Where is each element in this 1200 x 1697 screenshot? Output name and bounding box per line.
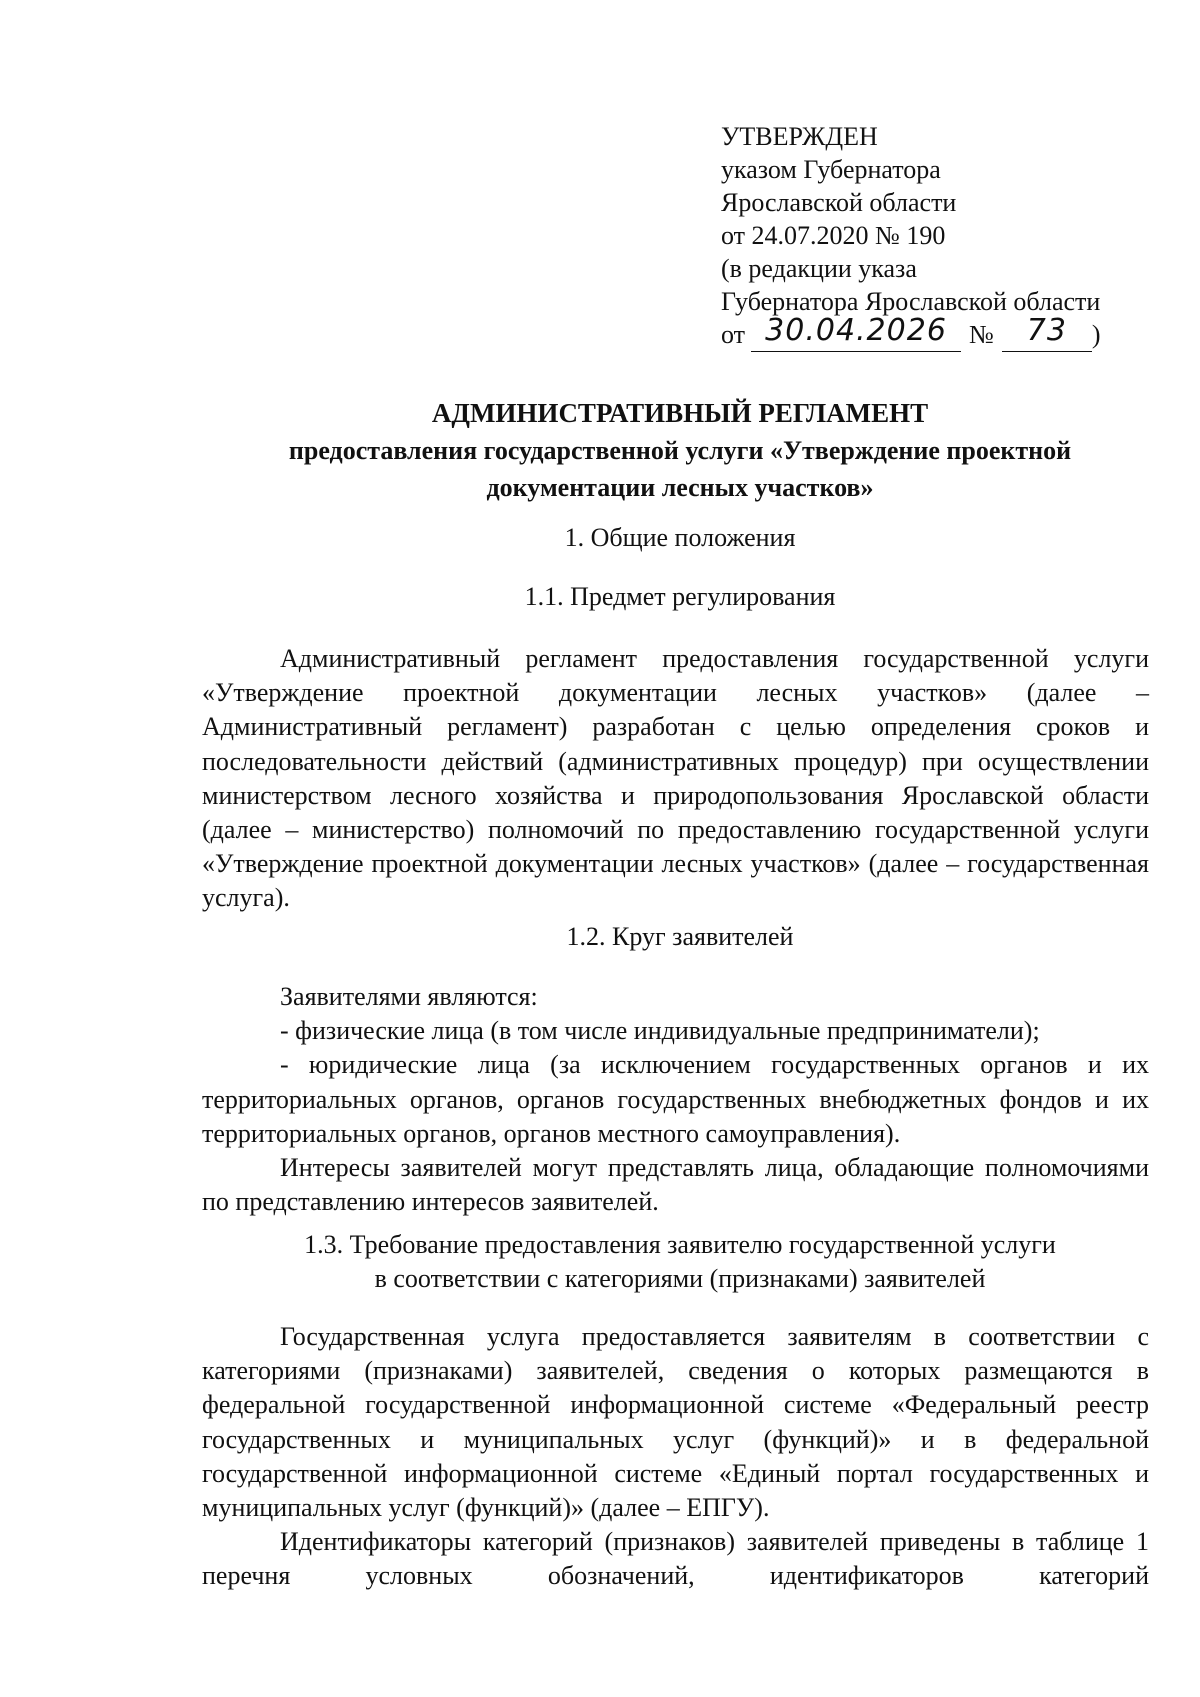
section-1-2-paragraph: Интересы заявителей могут представлять лица, обладающие полномочиями по представлению интересов заявителей.: [202, 1153, 1149, 1217]
section-1-1-paragraph: Административный регламент предоставления государственной услуги «Утверждение проектной документации лесных участков» (далее – Административный регламент) разработан с целью определения сроков и последовательности действий (административных процедур) при осуществлении министерством лесного хозяйства и природопользования Ярославской области (далее – министерство) полномочий по предоставлению государственной услуги «Утверждение проектной документации лесных участков» (далее – государственная услуга).: [202, 644, 1149, 913]
title-line-3: документации лесных участков»: [486, 473, 874, 502]
section-1-2-item-2: - юридические лица (за исключением государственных органов и их территориальных органов, органов государственных внебюджетных фондов и их территориальных органов, органов местного самоуправления).: [202, 1050, 1149, 1148]
section-1-3-heading-line-1: 1.3. Требование предоставления заявителю государственной услуги: [304, 1230, 1056, 1259]
number-prefix: №: [969, 320, 994, 349]
section-1-3-body: [202, 1320, 1149, 1594]
approval-line-1: УТВЕРЖДЕН: [721, 122, 878, 151]
section-1-3-heading: [200, 1228, 1160, 1296]
approval-line-4: от 24.07.2020 № 190: [721, 221, 946, 250]
section-1-3-paragraph-1: Государственная услуга предоставляется заявителям в соответствии с категориями (признаками) заявителей, сведения о которых размещаются в федеральной государственной информационной системе «Федеральный реестр государственных и муниципальных услуг (функций)» и в федеральной государственной информационной системе «Единый портал государственных и муниципальных услуг (функций)» (далее – ЕПГУ).: [202, 1322, 1149, 1523]
title-line-2: предоставления государственной услуги «Утверждение проектной: [288, 436, 1072, 465]
approval-line-3: Ярославской области: [721, 188, 957, 217]
closing-paren: ): [1091, 320, 1101, 349]
approval-line-6: Губернатора Ярославской области: [721, 287, 1101, 316]
section-1-1-heading: 1.1. Предмет регулирования: [524, 582, 836, 611]
approval-line-2: указом Губернатора: [721, 155, 941, 184]
section-1-2-heading: 1.2. Круг заявителей: [566, 922, 794, 951]
section-1-heading: 1. Общие положения: [564, 523, 796, 552]
section-1-2-body: [202, 980, 1149, 1219]
section-1-1-body: [202, 642, 1149, 916]
section-1-2-item-1: - физические лица (в том числе индивидуальные предприниматели);: [280, 1016, 1040, 1046]
approval-line-7: [721, 313, 1161, 351]
document-title: [200, 395, 1160, 506]
section-1-2-intro: Заявителями являются:: [280, 982, 538, 1011]
handwritten-number: 73: [1002, 318, 1092, 352]
approval-line-5: (в редакции указа: [721, 254, 917, 283]
section-1-3-heading-line-2: в соответствии с категориями (признаками) заявителей: [374, 1264, 986, 1293]
title-line-1: АДМИНИСТРАТИВНЫЙ РЕГЛАМЕНТ: [431, 398, 929, 428]
handwritten-date: 30.04.2026: [751, 318, 961, 352]
approval-block: [721, 120, 1161, 351]
section-1-3-paragraph-2: Идентификаторы категорий (признаков) заявителей приведены в таблице 1 перечня условных обозначений, идентификаторов категорий: [202, 1527, 1149, 1591]
date-prefix: от: [721, 320, 746, 349]
